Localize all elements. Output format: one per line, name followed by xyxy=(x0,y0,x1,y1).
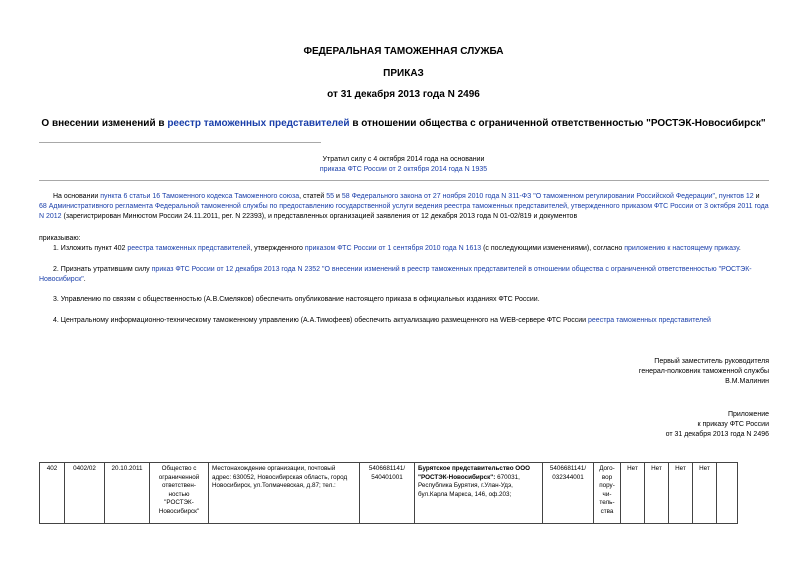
signature-position: Первый заместитель руководителя xyxy=(654,358,769,365)
appendix-date: от 31 декабря 2013 года N 2496 xyxy=(665,431,769,438)
item-4 xyxy=(39,316,769,326)
link-art55[interactable]: 55 xyxy=(326,193,335,200)
item-1-link-register[interactable]: реестра таможенных представителей xyxy=(127,245,251,252)
item-1-text: . xyxy=(738,245,741,252)
preamble-text: , xyxy=(715,193,719,200)
item-4-link-register[interactable]: реестра таможенных представителей xyxy=(588,317,711,324)
preamble-paragraph xyxy=(39,192,769,222)
link-points-12[interactable]: пунктов 12 xyxy=(718,193,754,200)
status-note xyxy=(0,155,807,175)
cell-date: 20.10.2011 xyxy=(105,463,150,524)
divider-bottom xyxy=(39,180,769,181)
cell-inn-kpp-branch: 5406681141/ 032344001 xyxy=(543,463,594,524)
cell-flag-4: Нет xyxy=(693,463,717,524)
document-type: ПРИКАЗ xyxy=(383,68,424,79)
item-2-text: . xyxy=(83,276,86,283)
cell-registration: 0402/02 xyxy=(65,463,105,524)
item-2-text: 2. Признать утратившим силу xyxy=(53,266,152,273)
item-1-text: (с последующими изменениями), согласно xyxy=(481,245,625,252)
branch-address: 670031, Республика Бурятия, г.Улан-Удэ, бул.Карла Маркса, 146, оф.203; xyxy=(418,473,520,498)
preamble-text: (зарегистрирован Минюстом России 24.11.2011, рег. N 22393), и представленных организацией заявления от 12 декабря 2013 года N 01-02/819 и документов xyxy=(61,213,578,220)
cell-flag-3: Нет xyxy=(669,463,693,524)
preamble-text: На основании xyxy=(53,193,101,200)
signature-block xyxy=(639,357,769,387)
item-1-link-order-1613[interactable]: приказом ФТС России от 1 сентября 2010 года N 1613 xyxy=(304,245,482,252)
status-link-order-1935[interactable]: приказа ФТС России от 2 октября 2014 года N 1935 xyxy=(319,166,488,173)
table-row xyxy=(40,463,738,524)
preamble-text: и xyxy=(753,193,760,200)
signature-name: В.М.Малинин xyxy=(725,378,769,385)
item-1 xyxy=(39,244,769,254)
cell-flag-1: Нет xyxy=(621,463,645,524)
agency-name: ФЕДЕРАЛЬНАЯ ТАМОЖЕННАЯ СЛУЖБА xyxy=(303,46,504,57)
appendix-block xyxy=(666,410,769,440)
cell-contract: Дого-вор пору-чи-тель-ства xyxy=(594,463,621,524)
item-2 xyxy=(39,265,769,285)
status-line-1: Утратил силу с 4 октября 2014 года на основании xyxy=(322,156,485,163)
link-tk-ts-art16[interactable]: пункта 6 статьи 16 Таможенного кодекса Таможенного союза xyxy=(100,193,300,200)
item-1-link-appendix[interactable]: приложению к настоящему приказу xyxy=(624,245,739,252)
item-1-text: 1. Изложить пункт 402 xyxy=(53,245,128,252)
document-title xyxy=(0,118,807,129)
title-text-1: О внесении изменений в xyxy=(41,118,168,129)
document-date: от 31 декабря 2013 года N 2496 xyxy=(327,89,480,100)
appendix-ref: к приказу ФТС России xyxy=(697,421,769,428)
cell-flag-2: Нет xyxy=(645,463,669,524)
cell-branch xyxy=(415,463,543,524)
item-4-text: 4. Центральному информационно-техническому таможенному управлению (А.А.Тимофеев) обеспечить актуализацию размещенного на WEB-сервере ФТС России xyxy=(53,317,589,324)
link-regulation-68[interactable]: 68 Административного регламента Федеральной таможенной службы по предоставлению государственной услуги ведения реестра таможенных представителей, утвержденного приказом ФТС России от 3 октября 2011 года N 2012 xyxy=(39,203,769,220)
cell-inn-kpp: 5406681141/ 540401001 xyxy=(360,463,415,524)
cell-organization: Общество с ограниченной ответствен-ностью "РОСТЭК-Новосибирск" xyxy=(150,463,209,524)
item-3: 3. Управлению по связям с общественностью (А.В.Смеляков) обеспечить опубликование настоящего приказа в официальных изданиях ФТС России. xyxy=(53,296,540,303)
link-311fz[interactable]: 58 Федерального закона от 27 ноября 2010 года N 311-ФЗ "О таможенном регулировании Российской Федерации" xyxy=(341,193,716,200)
item-1-text: , утвержденного xyxy=(250,245,305,252)
title-text-2: в отношении общества с ограниченной ответственностью "РОСТЭК-Новосибирск" xyxy=(349,118,766,129)
preamble-text: , статей xyxy=(299,193,327,200)
appendix-title: Приложение xyxy=(727,411,769,418)
cell-number: 402 xyxy=(40,463,65,524)
order-word: приказываю: xyxy=(39,235,81,242)
register-table xyxy=(39,462,738,524)
cell-address: Местонахождение организации, почтовый адрес: 630052, Новосибирская область, город Новосибирск, ул.Толмачевская, д.87; тел.: xyxy=(209,463,360,524)
item-2-link-order-2352[interactable]: приказ ФТС России от 12 декабря 2013 года N 2352 "О внесении изменений в реестр таможенных представителей в отношении общества с ограниченной ответственностью "РОСТЭК-Новосибирск" xyxy=(39,266,752,283)
divider-top xyxy=(39,142,321,143)
preamble-text: и xyxy=(334,193,342,200)
signature-rank: генерал-полковник таможенной службы xyxy=(638,368,769,375)
cell-empty xyxy=(717,463,738,524)
branch-name: Бурятское представительство ООО "РОСТЭК-Новосибирск": xyxy=(418,465,530,481)
title-link-register[interactable]: реестр таможенных представителей xyxy=(167,118,350,129)
